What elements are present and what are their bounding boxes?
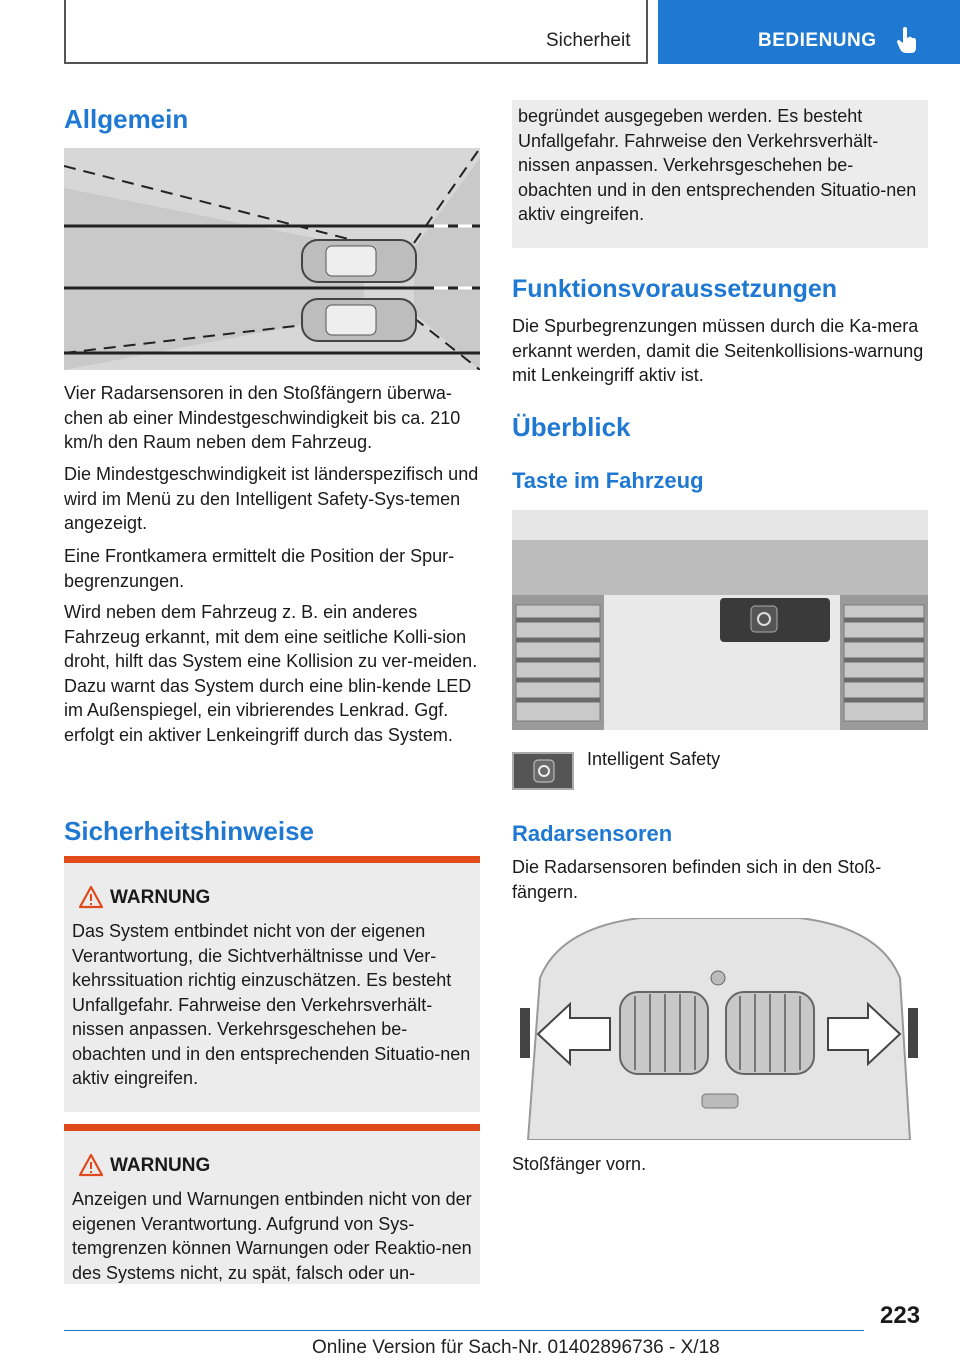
front-bumper-photo xyxy=(520,918,918,1140)
warning-triangle-icon xyxy=(78,1153,104,1177)
lane-radar-illustration xyxy=(64,148,480,370)
tab-bedienung-label: BEDIENUNG xyxy=(758,30,877,51)
warning-2-title: WARNUNG xyxy=(110,1155,211,1176)
caption-stossfaenger: Stoßfänger vorn. xyxy=(512,1154,647,1174)
heading-sicherheitshinweise: Sicherheitshinweise xyxy=(64,816,314,846)
paragraph-funktion: Die Spurbegrenzungen müssen durch die Ka-mera erkannt werden, damit die Seitenkollisions-warnung mit Lenkeingriff aktiv ist. xyxy=(512,316,924,385)
intelligent-safety-button-icon xyxy=(512,752,574,790)
heading-ueberblick: Überblick xyxy=(512,412,631,442)
warning-1-text: Das System entbindet nicht von der eigenen Verantwortung, die Sichtverhältnisse und Ver-kehrssituation richtig einzuschätzen. Es besteht Unfallgefahr. Fahrweise den Verkehrsverhält-nissen anpassen. Verkehrsgeschehen be-obachten und in den entsprechenden Situatio-nen aktiv eingreifen. xyxy=(72,921,471,1088)
paragraph-kollision: Wird neben dem Fahrzeug z. B. ein anderes Fahrzeug erkannt, mit dem eine seitliche Kolli-sion droht, hilft das System eine Kollision zu ver-meiden. Dazu warnt das System durch eine blin-kende LED im Außenspiegel, ein vibrierendes Lenkrad. Ggf. erfolgt ein aktiver Lenkeingriff durch das System. xyxy=(64,602,478,745)
heading-funktionsvoraussetzungen: Funktionsvoraussetzungen xyxy=(512,275,838,303)
warning-box-1 xyxy=(64,856,480,1112)
paragraph-radarsensoren: Die Radarsensoren befinden sich in den Stoß-fängern. xyxy=(512,857,882,902)
warning-triangle-icon xyxy=(78,885,104,909)
warning-continuation-text: begründet ausgegeben werden. Es besteht Unfallgefahr. Fahrweise den Verkehrsverhält-nissen anpassen. Verkehrsgeschehen be-obachten und in den entsprechenden Situatio-nen aktiv eingreifen. xyxy=(518,106,917,224)
warning-1-title: WARNUNG xyxy=(110,887,211,908)
heading-taste-im-fahrzeug: Taste im Fahrzeug xyxy=(512,468,704,493)
button-label-intelligent-safety: Intelligent Safety xyxy=(587,749,721,769)
paragraph-mindestgeschwindigkeit: Die Mindestgeschwindigkeit ist länderspezifisch und wird im Menü zu den Intelligent Safety-Sys-temen angezeigt. xyxy=(64,464,479,533)
dashboard-button-photo xyxy=(512,510,928,730)
heading-radarsensoren: Radarsensoren xyxy=(512,821,673,846)
tab-bedienung[interactable] xyxy=(658,0,960,64)
footer-online-version: Online Version für Sach-Nr. 01402896736 - X/18 xyxy=(312,1337,720,1358)
footer-divider xyxy=(64,1330,864,1331)
warning-2-text: Anzeigen und Warnungen entbinden nicht von der eigenen Verantwortung. Aufgrund von Sys-temgrenzen können Warnungen oder Reaktio-nen des Systems nicht, zu spät, falsch oder un- xyxy=(72,1189,472,1283)
paragraph-frontkamera: Eine Frontkamera ermittelt die Position der Spur-begrenzungen. xyxy=(64,546,455,591)
warning-box-2 xyxy=(64,1124,480,1284)
page-number: 223 xyxy=(880,1302,921,1329)
heading-allgemein: Allgemein xyxy=(64,104,189,134)
pointing-hand-icon xyxy=(896,26,918,54)
warning-continuation-box xyxy=(512,100,928,248)
section-title: Sicherheit xyxy=(546,30,631,51)
paragraph-radar-intro: Vier Radarsensoren in den Stoßfängern überwa-chen ab einer Mindestgeschwindigkeit bis ca. 210 km/h den Raum neben dem Fahrzeug. xyxy=(64,383,461,452)
